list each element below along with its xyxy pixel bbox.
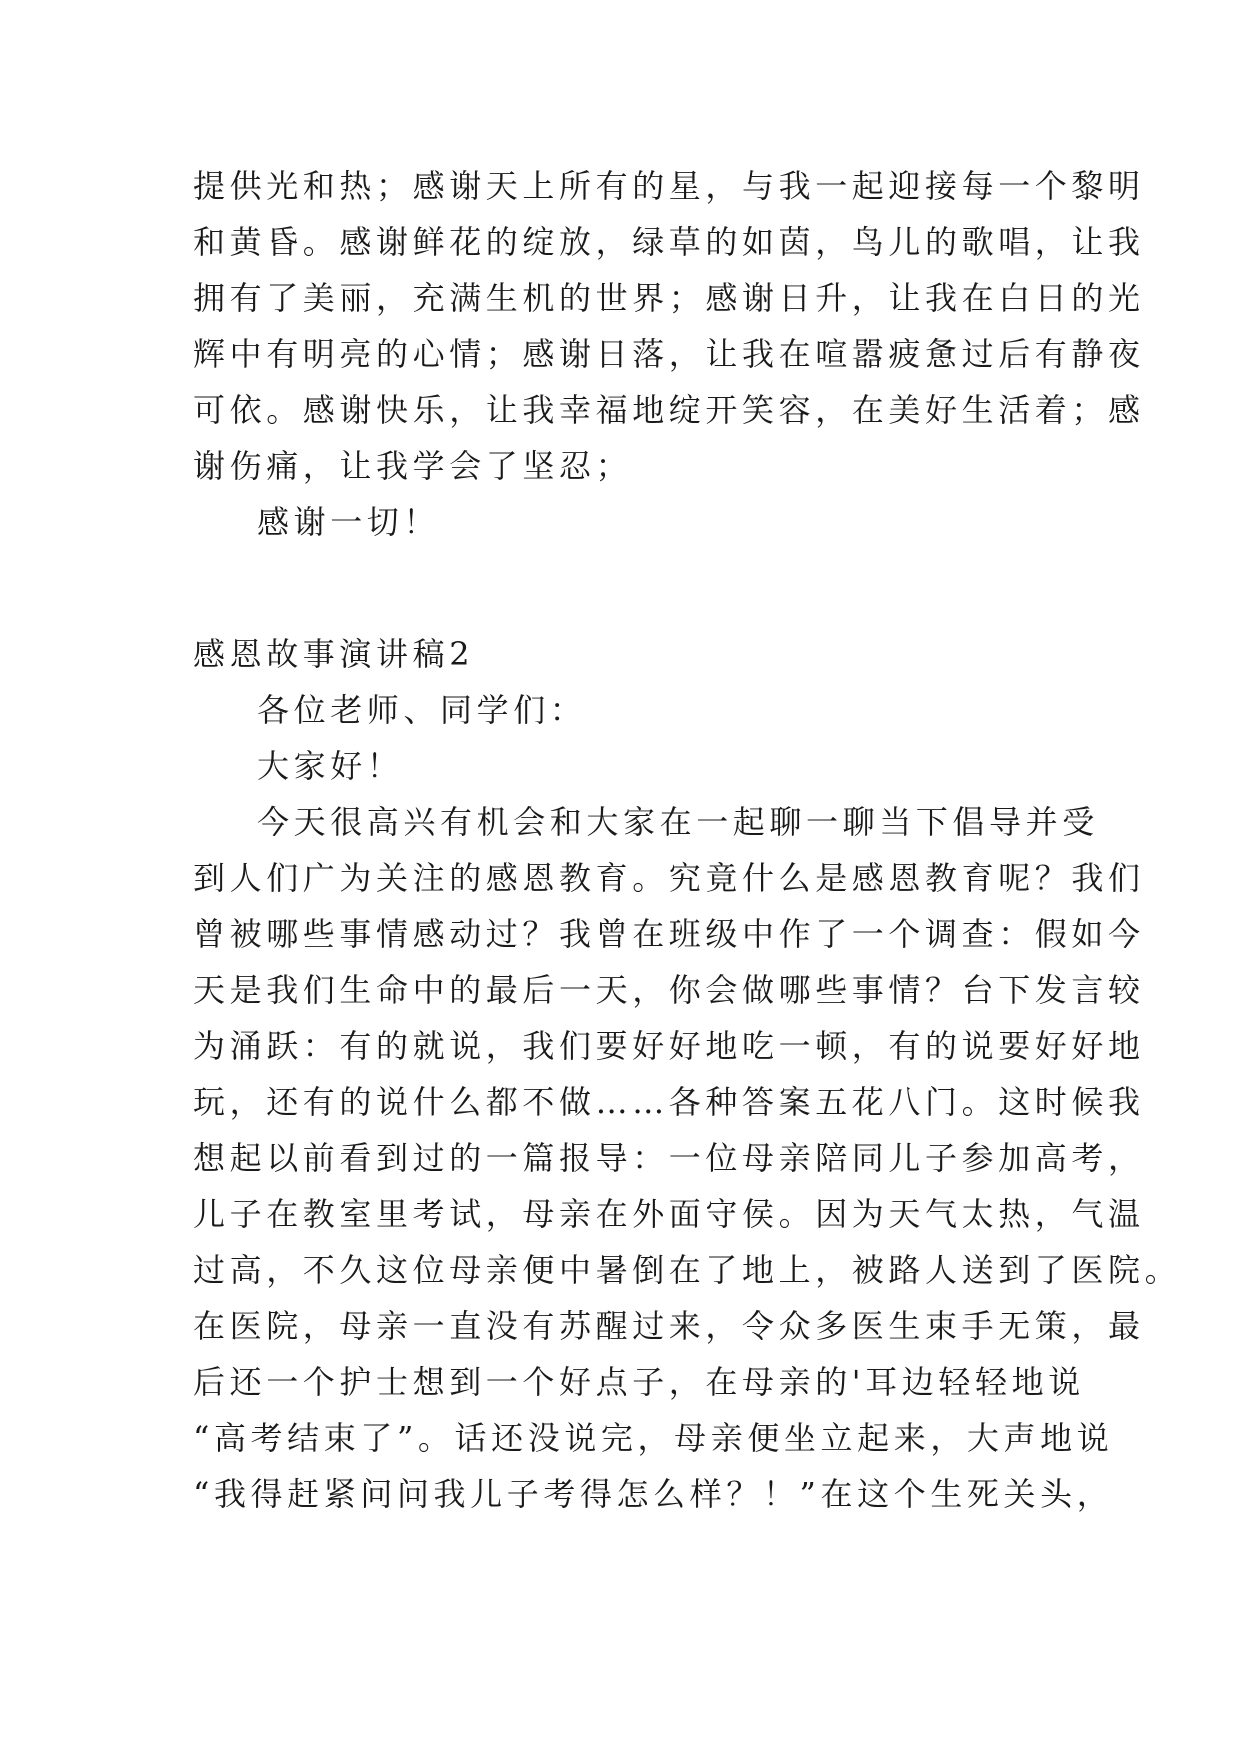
paragraph-line: 天是我们生命中的最后一天，你会做哪些事情？台下发言较 — [193, 971, 1145, 1009]
document-body — [193, 158, 1182, 1522]
paragraph-line: 辉中有明亮的心情；感谢日落，让我在喧嚣疲惫过后有静夜 — [193, 335, 1145, 373]
paragraph-line: 拥有了美丽，充满生机的世界；感谢日升，让我在白日的光 — [193, 279, 1145, 317]
salutation: 各位老师、同学们： — [257, 691, 587, 729]
paragraph-line: 提供光和热；感谢天上所有的星，与我一起迎接每一个黎明 — [193, 167, 1145, 205]
section-gap — [193, 550, 1053, 626]
paragraph-line: 今天很高兴有机会和大家在一起聊一聊当下倡导并受 — [257, 803, 1099, 841]
paragraph-line: 玩，还有的说什么都不做……各种答案五花八门。这时候我 — [193, 1083, 1145, 1121]
paragraph-line: 为涌跃：有的就说，我们要好好地吃一顿，有的说要好好地 — [193, 1027, 1145, 1065]
paragraph-line: 和黄昏。感谢鲜花的绽放，绿草的如茵，鸟儿的歌唱，让我 — [193, 223, 1145, 261]
paragraph-line: 曾被哪些事情感动过？我曾在班级中作了一个调查：假如今 — [193, 915, 1145, 953]
greeting: 大家好！ — [257, 747, 404, 785]
paragraph-line: 到人们广为关注的感恩教育。究竟什么是感恩教育呢？我们 — [193, 859, 1145, 897]
paragraph-line: 在医院，母亲一直没有苏醒过来，令众多医生束手无策，最 — [193, 1307, 1145, 1345]
section-title: 感恩故事演讲稿2 — [193, 635, 475, 673]
paragraph-line: 想起以前看到过的一篇报导：一位母亲陪同儿子参加高考， — [193, 1139, 1145, 1177]
paragraph-line: “我得赶紧问问我儿子考得怎么样？！”在这个生死关头， — [193, 1475, 1114, 1513]
paragraph-line: 后还一个护士想到一个好点子，在母亲的'耳边轻轻地说 — [193, 1363, 1085, 1401]
paragraph-line: 可依。感谢快乐，让我幸福地绽开笑容，在美好生活着；感 — [193, 391, 1145, 429]
paragraph-line: 谢伤痛，让我学会了坚忍； — [193, 447, 633, 485]
paragraph-line: “高考结束了”。话还没说完，母亲便坐立起来，大声地说 — [193, 1419, 1114, 1457]
paragraph-line: 儿子在教室里考试，母亲在外面守侯。因为天气太热，气温 — [193, 1195, 1145, 1233]
paragraph-line: 过高，不久这位母亲便中暑倒在了地上，被路人送到了医院。 — [193, 1251, 1182, 1289]
closing-line: 感谢一切！ — [257, 503, 441, 541]
